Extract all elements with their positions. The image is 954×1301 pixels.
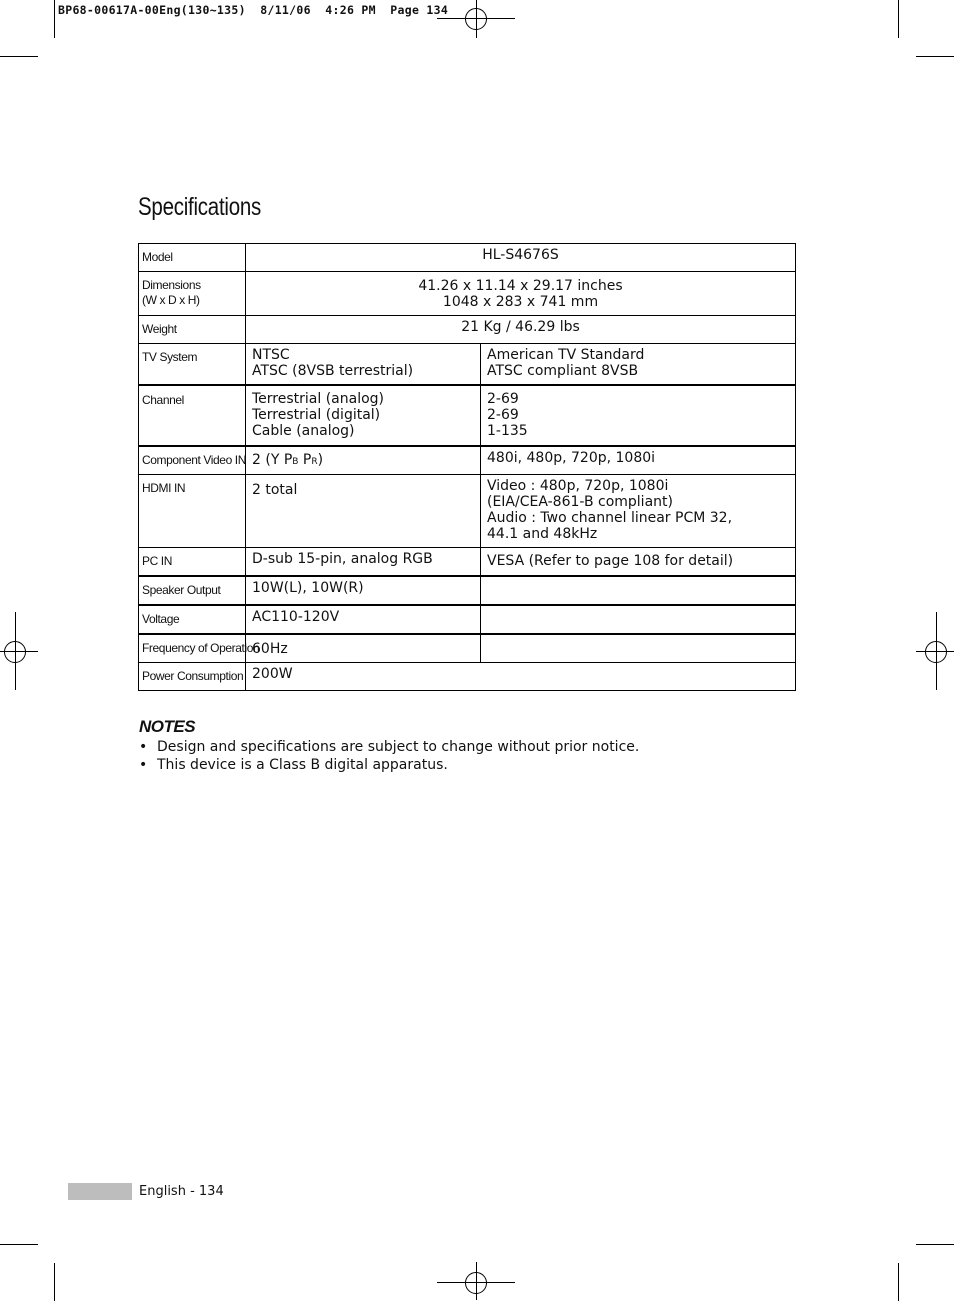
hdmi-line: Video : 480p, 720p, 1080i — [487, 477, 669, 494]
component-text: 2 (Y P — [252, 451, 293, 468]
dimensions-mm: 1048 x 283 x 741 mm — [442, 294, 599, 310]
channel-range: 2-69 — [487, 406, 519, 423]
dimensions-value — [246, 272, 796, 316]
speaker-output-value: 10W(L), 10W(R) — [246, 576, 481, 605]
tv-system-line: NTSC — [252, 347, 290, 363]
row-label-tv-system: TV System — [139, 344, 246, 385]
table-row — [139, 316, 796, 344]
frequency-value: 60Hz — [246, 634, 481, 663]
row-label-channel: Channel — [139, 385, 246, 446]
dimensions-inches: 41.26 x 11.14 x 29.17 inches — [418, 278, 623, 294]
row-label-speaker-output: Speaker Output — [139, 576, 246, 605]
footer-bar — [68, 1183, 132, 1200]
tv-system-standard — [246, 344, 481, 385]
note-item: • Design and specifications are subject to change without prior notice. — [139, 738, 639, 756]
component-text: ) — [317, 451, 324, 468]
channel-type: Cable (analog) — [252, 422, 355, 439]
channel-type: Terrestrial (analog) — [252, 390, 385, 407]
crop-mark — [54, 0, 55, 38]
component-text: R — [311, 456, 318, 467]
row-label-frequency: Frequency of Operation — [139, 634, 246, 663]
row-label-voltage: Voltage — [139, 605, 246, 634]
empty-cell — [481, 605, 796, 634]
page-title: Specifications — [138, 193, 262, 221]
row-label-component-video: Component Video IN — [139, 446, 246, 475]
hdmi-line: 44.1 and 48kHz — [487, 525, 598, 542]
row-label-weight: Weight — [139, 316, 246, 344]
tv-system-line: ATSC (8VSB terrestrial) — [252, 363, 414, 379]
table-row — [139, 474, 796, 547]
table-row — [139, 272, 796, 316]
pc-in-connector: D-sub 15-pin, analog RGB — [246, 547, 481, 576]
crop-mark — [898, 0, 899, 38]
channel-range: 1-135 — [487, 422, 528, 439]
crop-mark — [898, 1263, 899, 1301]
channel-ranges — [481, 385, 796, 446]
crop-mark — [916, 1244, 954, 1245]
hdmi-count: 2 total — [246, 474, 481, 547]
crop-mark — [916, 56, 954, 57]
table-row — [139, 344, 796, 385]
component-text: P — [298, 451, 312, 468]
empty-cell — [481, 634, 796, 663]
component-video-formats: 480i, 480p, 720p, 1080i — [481, 446, 796, 475]
note-item: • This device is a Class B digital apparatus. — [139, 756, 639, 774]
pc-in-details: VESA (Refer to page 108 for detail) — [481, 547, 796, 576]
hdmi-line: Audio : Two channel linear PCM 32, — [487, 509, 733, 526]
power-value: 200W — [246, 662, 796, 690]
row-label-dimensions — [139, 272, 246, 316]
page-number: English - 134 — [139, 1184, 224, 1199]
channel-range: 2-69 — [487, 390, 519, 407]
table-row — [139, 634, 796, 663]
component-text: B — [292, 456, 299, 467]
tv-system-description — [481, 344, 796, 385]
dimensions-label: Dimensions — [142, 278, 201, 292]
channel-type: Terrestrial (digital) — [252, 406, 381, 423]
table-row — [139, 446, 796, 475]
table-row — [139, 385, 796, 446]
notes-heading: NOTES — [139, 717, 196, 736]
voltage-value: AC110-120V — [246, 605, 481, 634]
empty-cell — [481, 576, 796, 605]
row-label-power: Power Consumption — [139, 662, 246, 690]
hdmi-line: (EIA/CEA-861-B compliant) — [487, 493, 673, 510]
table-row — [139, 662, 796, 690]
crop-mark — [0, 56, 38, 57]
channel-types — [246, 385, 481, 446]
specifications-table — [138, 243, 796, 691]
row-label-hdmi: HDMI IN — [139, 474, 246, 547]
hdmi-details — [481, 474, 796, 547]
crop-mark — [54, 1263, 55, 1301]
weight-value: 21 Kg / 46.29 lbs — [246, 316, 796, 344]
crop-mark — [0, 1244, 38, 1245]
row-label-model: Model — [139, 244, 246, 272]
tv-system-line: ATSC compliant 8VSB — [487, 363, 639, 379]
table-row — [139, 244, 796, 272]
model-value: HL-S4676S — [246, 244, 796, 272]
notes-list — [139, 738, 639, 774]
component-video-inputs — [246, 446, 481, 475]
row-label-pc-in: PC IN — [139, 547, 246, 576]
table-row — [139, 547, 796, 576]
dimensions-sublabel: (W x D x H) — [142, 293, 200, 307]
table-row — [139, 605, 796, 634]
table-row — [139, 576, 796, 605]
tv-system-line: American TV Standard — [487, 347, 645, 363]
print-header: BP68-00617A-00Eng(130~135) 8/11/06 4:26 PM Page 134 — [58, 3, 449, 17]
